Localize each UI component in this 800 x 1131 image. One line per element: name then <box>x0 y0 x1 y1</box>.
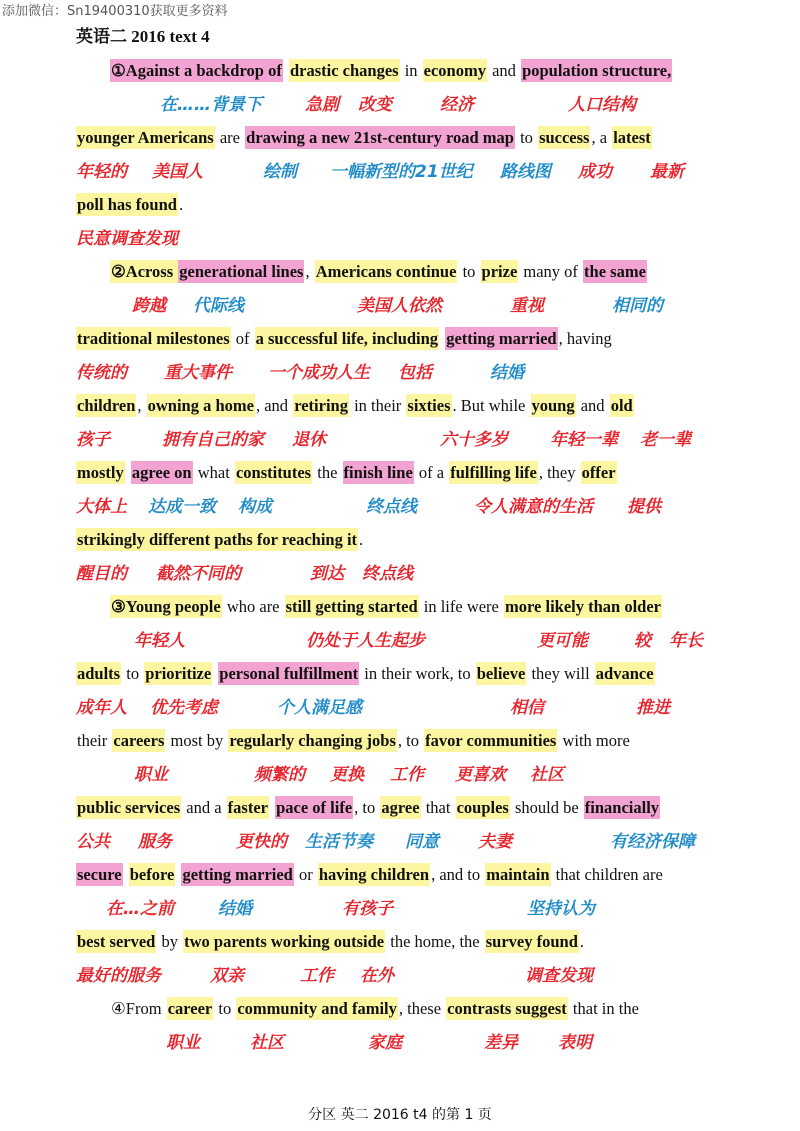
chinese-gloss: 路线图 <box>500 162 551 182</box>
yellow-highlight: traditional milestones <box>77 329 230 348</box>
chinese-gloss: 终点线 <box>366 497 417 517</box>
pink-highlight: getting married <box>446 329 557 348</box>
plain-text: should be <box>510 798 583 817</box>
english-line <box>76 795 726 821</box>
yellow-highlight: success <box>539 128 590 147</box>
yellow-highlight: public services <box>77 798 181 817</box>
chinese-gloss: 达成一致 <box>148 497 216 517</box>
yellow-highlight: believe <box>476 664 526 683</box>
chinese-gloss: 民意调查发现 <box>76 229 178 249</box>
plain-text: , and <box>255 396 293 415</box>
chinese-gloss: 六十多岁 <box>440 430 508 450</box>
chinese-gloss-row <box>0 159 800 185</box>
chinese-gloss: 成功 <box>578 162 612 182</box>
english-line <box>76 393 726 419</box>
chinese-gloss: 一个成功人生 <box>268 363 370 383</box>
chinese-gloss: 坚持认为 <box>527 899 595 919</box>
yellow-highlight: children <box>77 396 136 415</box>
yellow-highlight: ③Young people <box>111 597 221 616</box>
plain-text <box>125 461 131 484</box>
yellow-highlight: more likely than older <box>505 597 661 616</box>
english-line <box>76 125 726 151</box>
watermark-text: 添加微信：Sn19400310获取更多资料 <box>2 4 228 19</box>
chinese-gloss: 表明 <box>558 1033 592 1053</box>
chinese-gloss-row <box>0 896 800 922</box>
chinese-gloss: 在外 <box>360 966 394 986</box>
yellow-highlight: contrasts suggest <box>447 999 567 1018</box>
plain-text: with more <box>558 731 630 750</box>
plain-text: most by <box>166 731 228 750</box>
pink-highlight: getting married <box>182 865 293 884</box>
plain-text: and <box>487 61 521 80</box>
chinese-gloss-row <box>0 360 800 386</box>
pink-highlight: financially <box>584 798 660 817</box>
english-line <box>110 58 760 84</box>
plain-text: that children are <box>551 865 663 884</box>
yellow-highlight: career <box>167 999 213 1018</box>
yellow-highlight: favor communities <box>425 731 557 750</box>
yellow-highlight: old <box>610 396 633 415</box>
yellow-highlight: owning a home <box>147 396 254 415</box>
yellow-highlight: younger Americans <box>77 128 214 147</box>
chinese-gloss: 令人满意的生活 <box>474 497 593 517</box>
chinese-gloss: 社区 <box>530 765 564 785</box>
chinese-gloss: 个人满足感 <box>277 698 362 718</box>
plain-text: , and to <box>431 865 485 884</box>
pink-highlight: ①Against a backdrop of <box>111 61 282 80</box>
plain-text: , having <box>558 329 612 348</box>
chinese-gloss: 急剧 <box>305 95 339 115</box>
chinese-gloss-row <box>0 561 800 587</box>
chinese-gloss: 终点线 <box>362 564 413 584</box>
pink-highlight: population structure, <box>522 61 672 80</box>
chinese-gloss: 服务 <box>138 832 172 852</box>
plain-text: and a <box>182 798 226 817</box>
plain-text: of a <box>414 463 449 482</box>
plain-text: to <box>122 664 144 683</box>
yellow-highlight: still getting started <box>285 597 418 616</box>
chinese-gloss: 结婚 <box>490 363 524 383</box>
chinese-gloss: 在…之前 <box>106 899 174 919</box>
plain-text: in their work, to <box>360 664 475 683</box>
chinese-gloss: 更换 <box>330 765 364 785</box>
yellow-highlight: drastic changes <box>289 61 399 80</box>
plain-text: . But while <box>452 396 530 415</box>
yellow-highlight: advance <box>595 664 654 683</box>
chinese-gloss: 工作 <box>300 966 334 986</box>
page-title: 英语二 2016 text 4 <box>76 27 210 46</box>
plain-text: to <box>214 999 236 1018</box>
yellow-highlight: poll has found <box>77 195 177 214</box>
yellow-highlight: survey found <box>485 932 578 951</box>
english-line <box>76 460 726 486</box>
chinese-gloss-row <box>0 963 800 989</box>
yellow-highlight: economy <box>423 61 486 80</box>
chinese-gloss: 孩子 <box>76 430 110 450</box>
chinese-gloss: 年轻人 <box>134 631 185 651</box>
yellow-highlight: careers <box>113 731 165 750</box>
chinese-gloss: 在……背景下 <box>160 95 262 115</box>
chinese-gloss: 成年人 <box>76 698 127 718</box>
plain-text: . <box>178 195 184 214</box>
chinese-gloss: 一幅新型的21世纪 <box>330 162 473 182</box>
plain-text: to <box>458 262 480 281</box>
plain-text: . <box>359 530 364 549</box>
chinese-gloss: 重大事件 <box>164 363 232 383</box>
yellow-highlight: retiring <box>294 396 348 415</box>
yellow-highlight: having children <box>318 865 430 884</box>
plain-text: their <box>77 731 112 750</box>
plain-text: by <box>157 932 183 951</box>
chinese-gloss: 双亲 <box>210 966 244 986</box>
yellow-highlight: agree <box>381 798 420 817</box>
pink-highlight: agree on <box>131 463 192 482</box>
chinese-gloss: 较 <box>634 631 651 651</box>
chinese-gloss: 提供 <box>627 497 661 517</box>
plain-text: the <box>313 463 342 482</box>
yellow-highlight: ②Across <box>111 262 178 281</box>
plain-text: in life were <box>419 597 504 616</box>
chinese-gloss: 家庭 <box>368 1033 402 1053</box>
yellow-highlight: a successful life, including <box>255 329 439 348</box>
chinese-gloss-row <box>0 695 800 721</box>
plain-text: to <box>515 128 538 147</box>
english-line <box>76 661 726 687</box>
chinese-gloss: 年轻一辈 <box>550 430 618 450</box>
plain-text: ④From <box>111 999 166 1018</box>
plain-text: are <box>215 128 245 147</box>
chinese-gloss: 经济 <box>440 95 474 115</box>
chinese-gloss: 大体上 <box>76 497 127 517</box>
english-line <box>110 996 760 1022</box>
english-line <box>76 862 726 888</box>
chinese-gloss: 传统的 <box>76 363 127 383</box>
plain-text: that <box>421 798 455 817</box>
yellow-highlight: couples <box>456 798 509 817</box>
yellow-highlight: Americans continue <box>315 262 457 281</box>
yellow-highlight: constitutes <box>235 463 312 482</box>
chinese-gloss: 有孩子 <box>342 899 393 919</box>
chinese-gloss: 年长 <box>669 631 703 651</box>
english-line <box>76 192 726 218</box>
english-line <box>76 527 726 553</box>
chinese-gloss: 仍处于人生起步 <box>306 631 425 651</box>
chinese-gloss: 公共 <box>76 832 110 852</box>
plain-text: that in the <box>568 999 639 1018</box>
chinese-gloss: 老一辈 <box>640 430 691 450</box>
chinese-gloss: 职业 <box>134 765 168 785</box>
chinese-gloss: 相信 <box>510 698 544 718</box>
chinese-gloss-row <box>0 226 800 252</box>
chinese-gloss: 重视 <box>510 296 544 316</box>
chinese-gloss: 夫妻 <box>478 832 512 852</box>
chinese-gloss: 年轻的 <box>76 162 127 182</box>
chinese-gloss: 相同的 <box>612 296 663 316</box>
chinese-gloss-row <box>0 829 800 855</box>
chinese-gloss: 拥有自己的家 <box>162 430 264 450</box>
plain-text: or <box>294 865 317 884</box>
chinese-gloss: 频繁的 <box>254 765 305 785</box>
chinese-gloss: 改变 <box>358 95 392 115</box>
plain-text: who are <box>222 597 284 616</box>
chinese-gloss-row <box>0 427 800 453</box>
yellow-highlight: strikingly different paths for reaching it <box>77 530 358 549</box>
chinese-gloss: 有经济保障 <box>610 832 695 852</box>
plain-text: , <box>137 396 146 415</box>
chinese-gloss: 差异 <box>484 1033 518 1053</box>
chinese-gloss: 更快的 <box>236 832 287 852</box>
pink-highlight: personal fulfillment <box>219 664 359 683</box>
pink-highlight: finish line <box>343 463 413 482</box>
yellow-highlight: prize <box>481 262 518 281</box>
chinese-gloss: 跨越 <box>132 296 166 316</box>
chinese-gloss: 更喜欢 <box>455 765 506 785</box>
plain-text: , to <box>397 731 424 750</box>
yellow-highlight: young <box>531 396 575 415</box>
pink-highlight: secure <box>77 865 122 884</box>
plain-text: , these <box>398 999 446 1018</box>
plain-text: , a <box>591 128 612 147</box>
yellow-highlight: adults <box>77 664 121 683</box>
chinese-gloss-row <box>0 762 800 788</box>
english-line <box>76 929 726 955</box>
chinese-gloss: 截然不同的 <box>156 564 241 584</box>
plain-text: . <box>579 932 585 951</box>
chinese-gloss: 工作 <box>390 765 424 785</box>
chinese-gloss: 构成 <box>238 497 272 517</box>
chinese-gloss: 到达 <box>310 564 344 584</box>
chinese-gloss: 人口结构 <box>568 95 636 115</box>
chinese-gloss: 调查发现 <box>525 966 593 986</box>
yellow-highlight: regularly changing jobs <box>229 731 396 750</box>
chinese-gloss: 醒目的 <box>76 564 127 584</box>
chinese-gloss: 最新 <box>650 162 684 182</box>
chinese-gloss: 推进 <box>636 698 670 718</box>
chinese-gloss: 优先考虑 <box>150 698 218 718</box>
chinese-gloss-row <box>0 1030 800 1056</box>
yellow-highlight: best served <box>77 932 156 951</box>
pink-highlight: pace of life <box>276 798 353 817</box>
yellow-highlight: before <box>129 865 175 884</box>
chinese-gloss: 包括 <box>398 363 432 383</box>
plain-text <box>123 863 129 886</box>
plain-text: , they <box>538 463 580 482</box>
pink-highlight: generational lines <box>179 262 304 281</box>
chinese-gloss-row <box>0 92 800 118</box>
pink-highlight: the same <box>584 262 646 281</box>
plain-text: , <box>305 262 314 281</box>
chinese-gloss: 最好的服务 <box>76 966 161 986</box>
plain-text: of <box>231 329 254 348</box>
plain-text: the home, the <box>386 932 484 951</box>
yellow-highlight: maintain <box>486 865 550 884</box>
chinese-gloss: 代际线 <box>193 296 244 316</box>
chinese-gloss: 更可能 <box>537 631 588 651</box>
english-line <box>76 326 726 352</box>
yellow-highlight: fulfilling life <box>450 463 537 482</box>
english-line <box>110 259 760 285</box>
page-footer: 分区 英二 2016 t4 的第 1 页 <box>308 1107 492 1123</box>
plain-text: they will <box>527 664 594 683</box>
yellow-highlight: sixties <box>407 396 451 415</box>
chinese-gloss-row <box>0 293 800 319</box>
chinese-gloss-row <box>0 628 800 654</box>
chinese-gloss: 绘制 <box>263 162 297 182</box>
english-line <box>110 594 760 620</box>
yellow-highlight: two parents working outside <box>184 932 385 951</box>
chinese-gloss: 生活节奏 <box>305 832 373 852</box>
plain-text: , to <box>354 798 380 817</box>
yellow-highlight: faster <box>227 798 268 817</box>
chinese-gloss: 结婚 <box>218 899 252 919</box>
yellow-highlight: latest <box>613 128 651 147</box>
chinese-gloss: 退休 <box>292 430 326 450</box>
yellow-highlight: community and family <box>237 999 397 1018</box>
chinese-gloss: 美国人 <box>152 162 203 182</box>
chinese-gloss: 同意 <box>405 832 439 852</box>
english-line <box>76 728 726 754</box>
chinese-gloss: 美国人依然 <box>357 296 442 316</box>
yellow-highlight: prioritize <box>145 664 212 683</box>
chinese-gloss: 社区 <box>250 1033 284 1053</box>
plain-text: many of <box>519 262 583 281</box>
yellow-highlight: mostly <box>77 463 124 482</box>
plain-text: in <box>400 61 422 80</box>
pink-highlight: drawing a new 21st-century road map <box>246 128 514 147</box>
chinese-gloss-row <box>0 494 800 520</box>
plain-text: in their <box>349 396 406 415</box>
plain-text: and <box>576 396 609 415</box>
yellow-highlight: offer <box>581 463 616 482</box>
chinese-gloss: 职业 <box>166 1033 200 1053</box>
plain-text: what <box>193 463 234 482</box>
